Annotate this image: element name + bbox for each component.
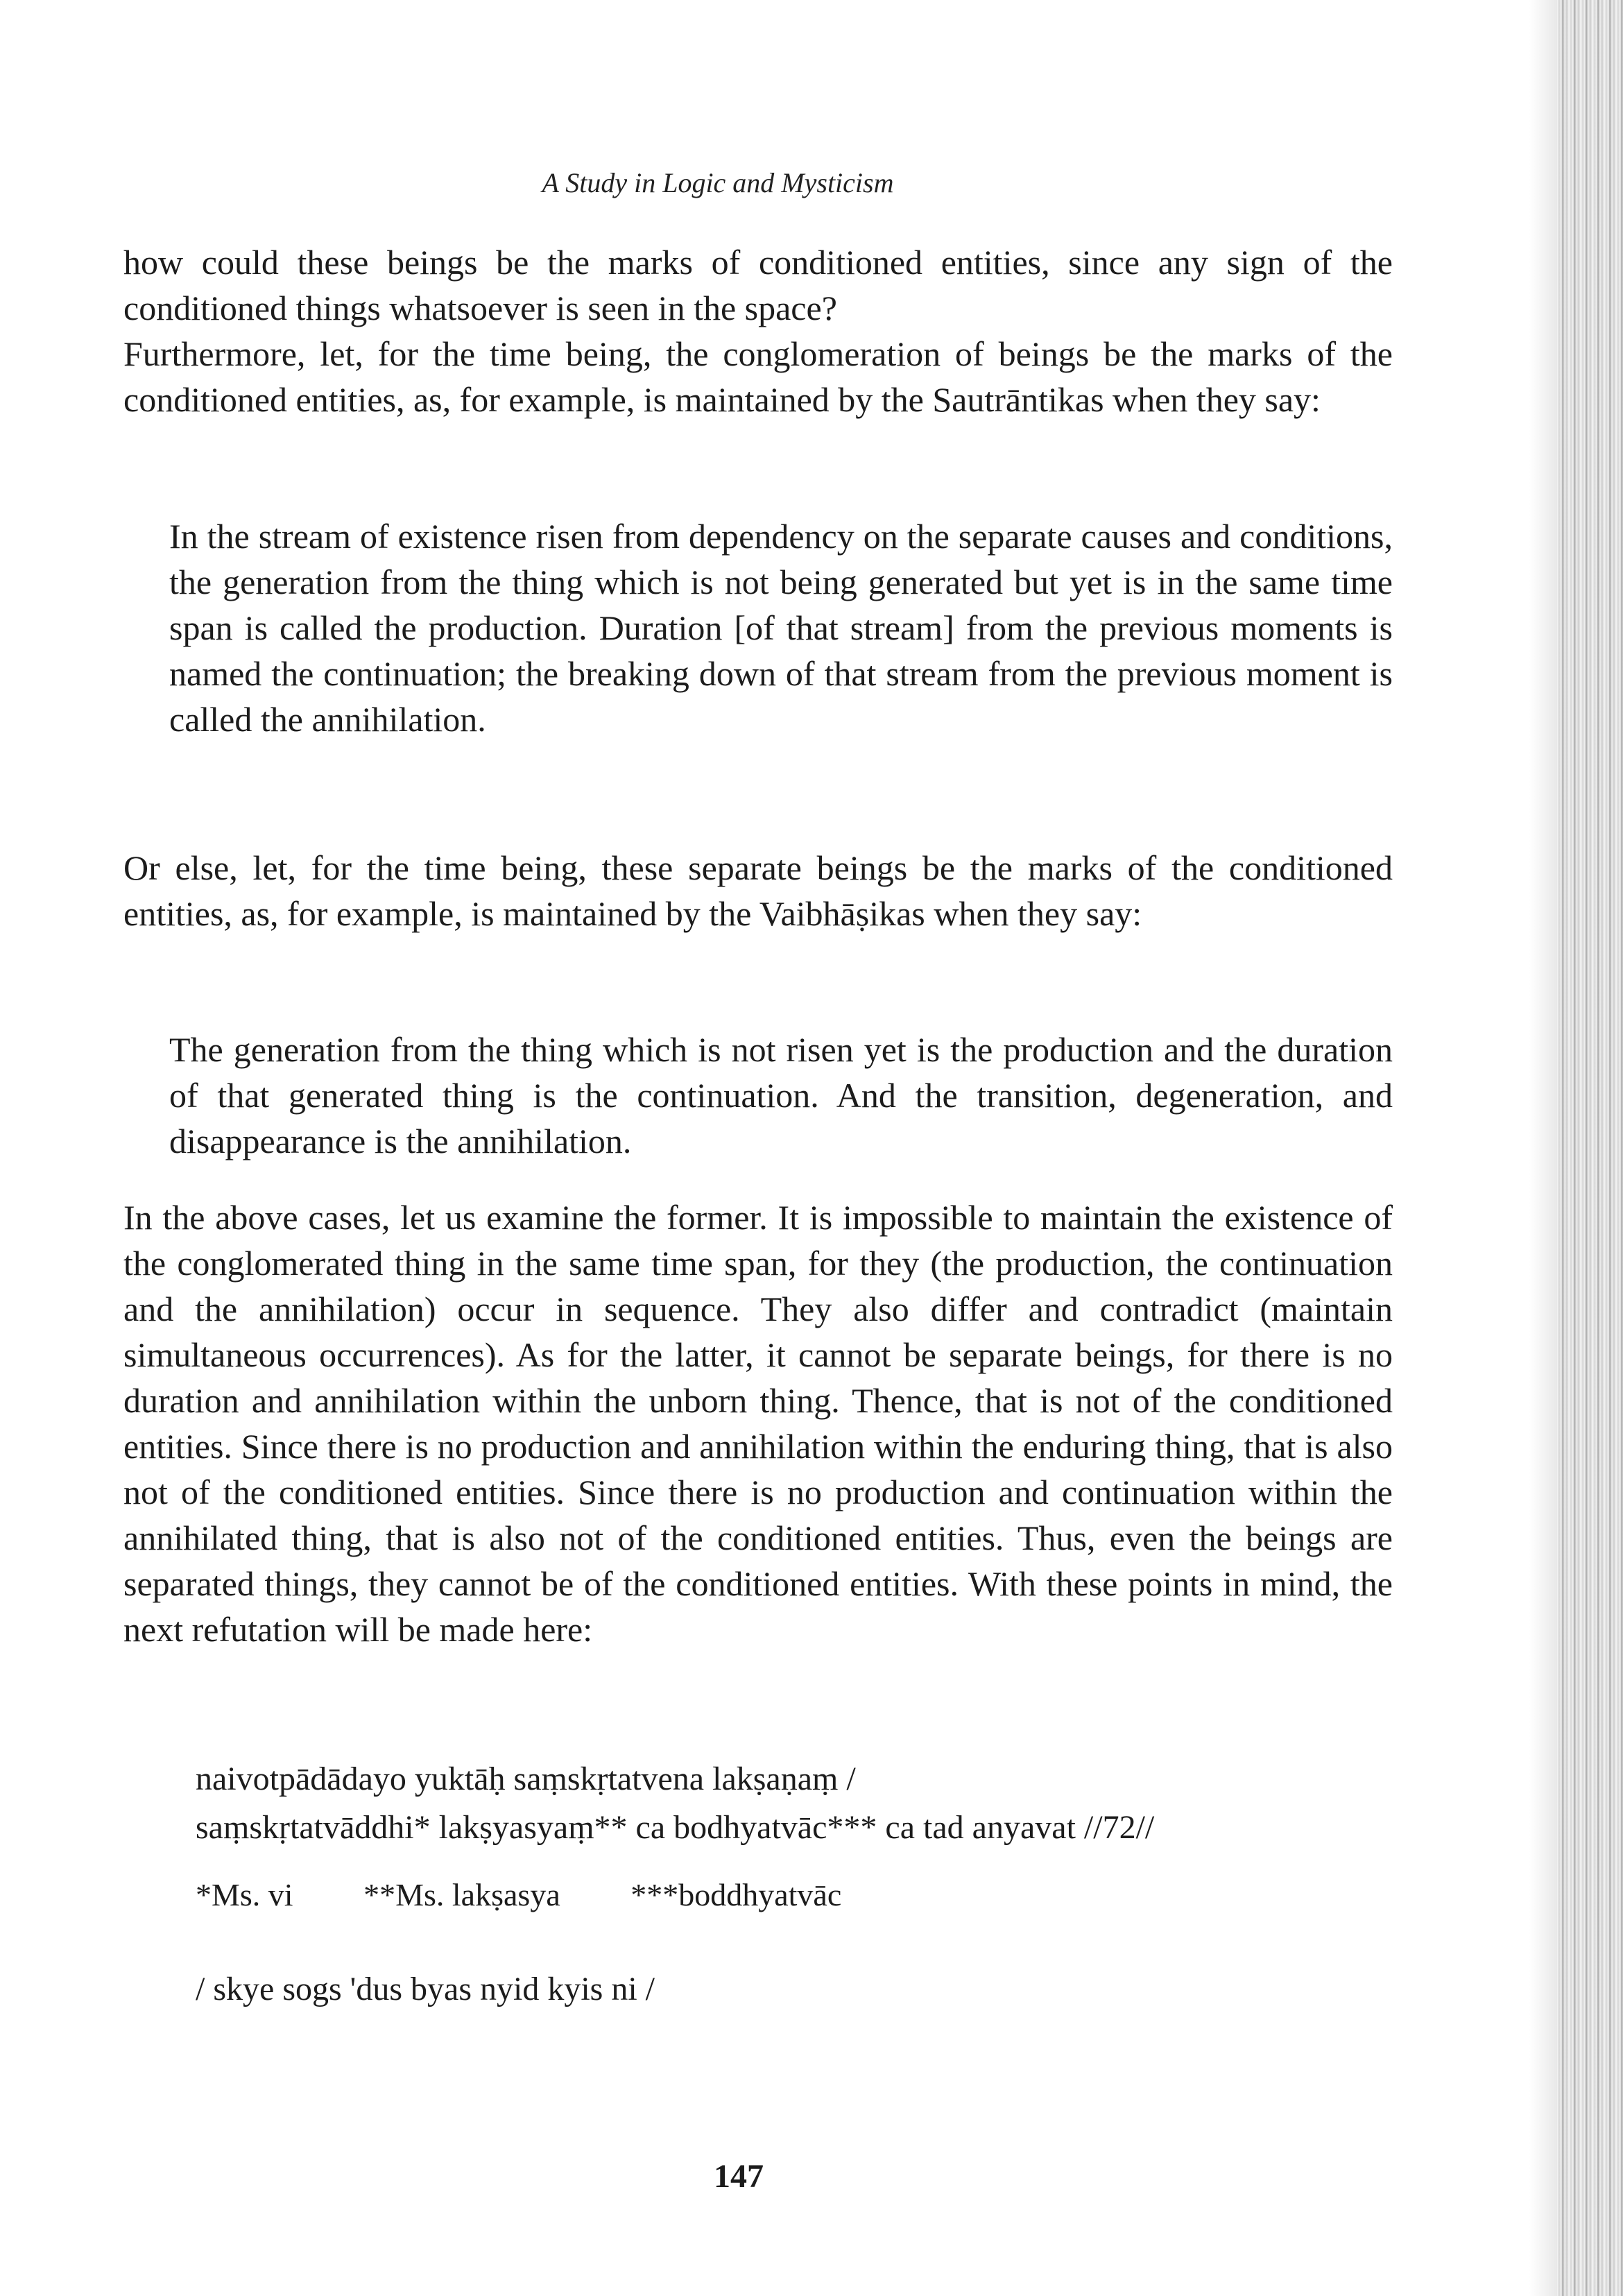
paragraph-intro bbox=[123, 239, 1393, 422]
paragraph-3: Or else, let, for the time being, these separate beings be the marks of the conditioned entities, as, for example, is maintained by the Vaibhāṣikas when they say: bbox=[123, 848, 1393, 933]
page-edge bbox=[1557, 0, 1623, 2296]
paragraph-2: Furthermore, let, for the time being, the conglomeration of beings be the marks of the conditioned entities, as, for example, is maintained by the Sautrāntikas when they say: bbox=[123, 334, 1393, 419]
tibetan-verse: / skye sogs 'dus byas nyid kyis ni / bbox=[196, 1971, 655, 2007]
footnotes bbox=[196, 1876, 904, 1913]
verse-line-1: naivotpādādayo yuktāḥ saṃskṛtatvena lakṣaṇaṃ / bbox=[196, 1760, 856, 1797]
footnote-2: **Ms. lakṣasya bbox=[363, 1877, 560, 1912]
quotation-vaibhasika: The generation from the thing which is not risen yet is the production and the duration of that generated thing is the continuation. And the transition, degeneration, and disappearance is the annihilation. bbox=[169, 1030, 1393, 1160]
paragraph-1: how could these beings be the marks of conditioned entities, since any sign of the conditioned things whatsoever is seen in the space? bbox=[123, 243, 1393, 327]
running-head: A Study in Logic and Mysticism bbox=[542, 167, 894, 198]
verse-line-2: saṃskṛtatvāddhi* lakṣyasyaṃ** ca bodhyatvāc*** ca tad anyavat //72// bbox=[196, 1809, 1155, 1846]
quotation-sautrantika: In the stream of existence risen from dependency on the separate causes and conditions, the generation from the thing which is not being generated but yet is in the same time span is called the production. Duration [of that stream] from the previous moments is named the continuation; the breaking down of that stream from the previous moment is called the annihilation. bbox=[169, 517, 1393, 739]
page-number: 147 bbox=[714, 2158, 764, 2195]
footnote-1: *Ms. vi bbox=[196, 1877, 293, 1912]
page-edge-shadow bbox=[1529, 0, 1557, 2296]
paragraph-4: In the above cases, let us examine the former. It is impossible to maintain the existence of the conglomerated thing in the same time span, for they (the production, the continuation and the annihilation) occur in sequence. They also differ and contradict (maintain simultaneous occurrences). As for the latter, it cannot be separate beings, for there is no duration and annihilation within the unborn thing. Thence, that is not of the conditioned entities. Since there is no production and annihilation within the enduring thing, that is also not of the conditioned entities. Since there is no production and continuation within the annihilated thing, that is also not of the conditioned entities. Thus, even the beings are separated things, they cannot be of the conditioned entities. With these points in mind, the next refutation will be made here: bbox=[123, 1198, 1393, 1649]
footnote-3: ***boddhyatvāc bbox=[630, 1877, 842, 1912]
